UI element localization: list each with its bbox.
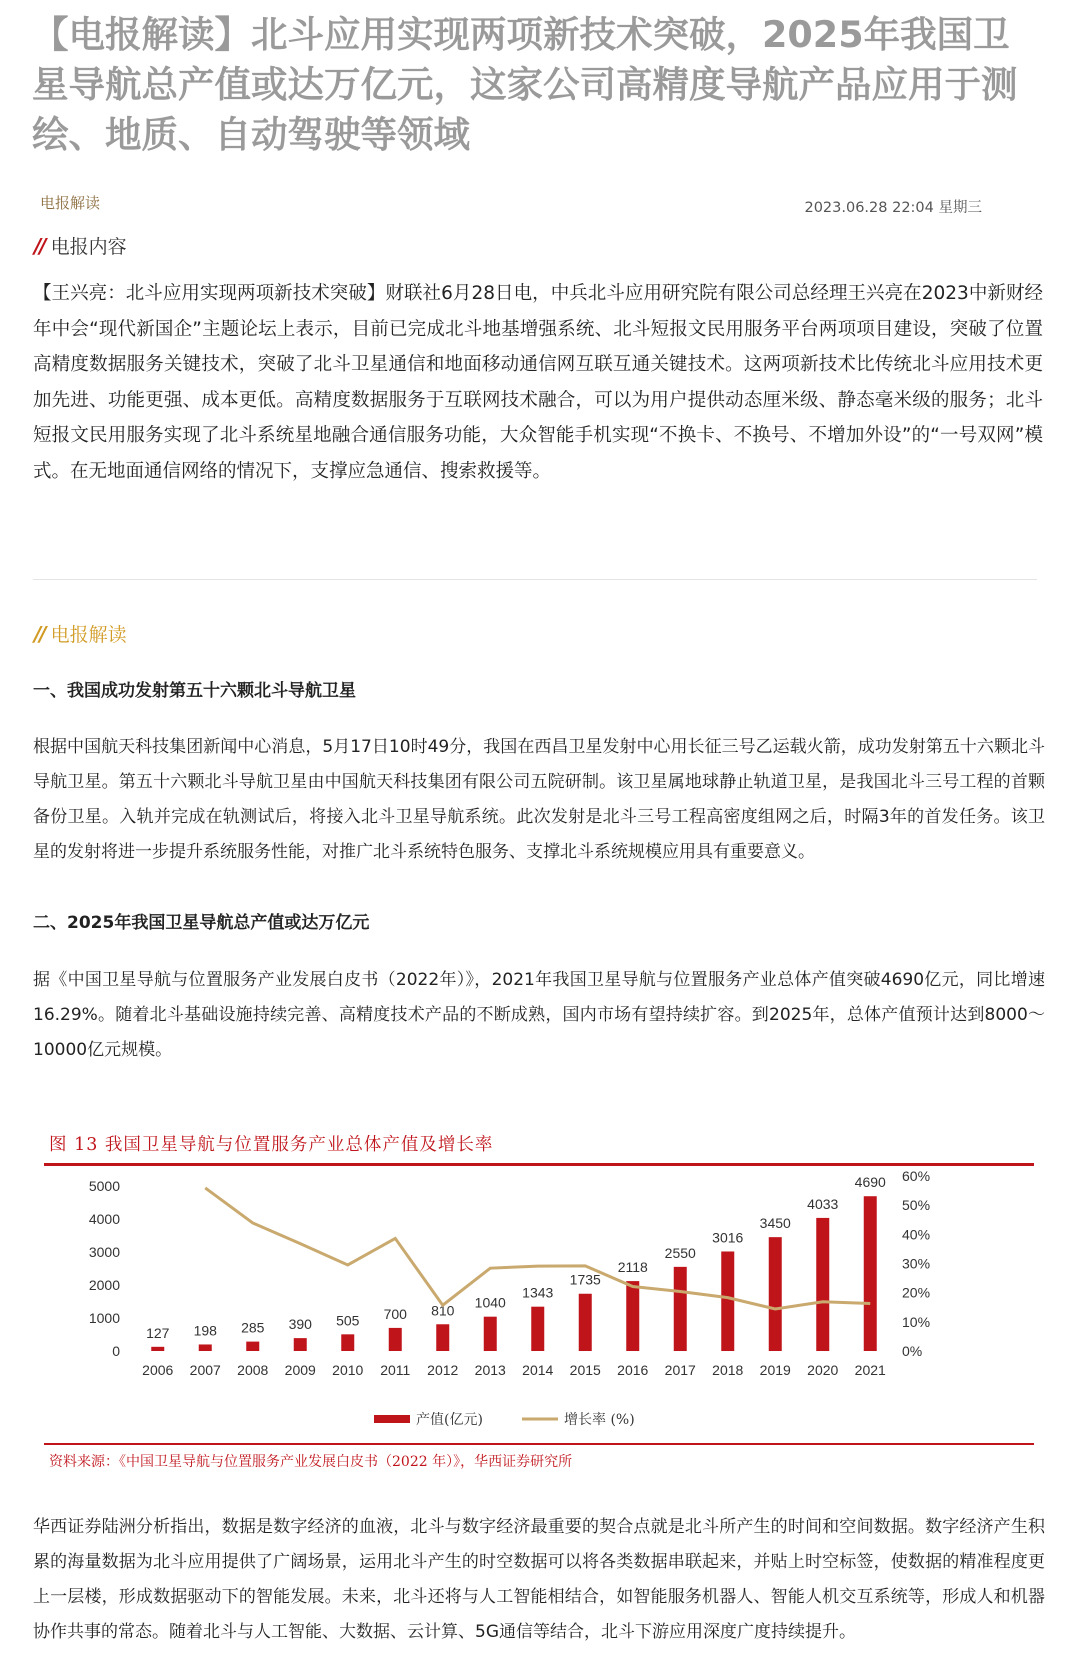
bar-value-label: 810 <box>431 1302 455 1319</box>
bar-value-label: 390 <box>288 1316 312 1333</box>
bar <box>389 1328 402 1351</box>
bar <box>484 1317 497 1351</box>
bar-value-label: 3016 <box>712 1229 744 1246</box>
legend-label-line: 增长率 (%) <box>564 1412 635 1428</box>
x-tick-label: 2009 <box>284 1362 316 1378</box>
bar-value-label: 285 <box>241 1319 265 1336</box>
x-tick-label: 2011 <box>380 1362 411 1378</box>
y-left-tick-label: 3000 <box>88 1244 120 1260</box>
x-tick-label: 2010 <box>332 1362 364 1378</box>
legend-label-bar: 产值(亿元) <box>416 1412 483 1428</box>
y-right-tick-label: 50% <box>902 1197 931 1214</box>
x-tick-label: 2019 <box>759 1362 791 1378</box>
bar <box>199 1344 212 1351</box>
paragraph-3: 华西证券陆洲分析指出，数据是数字经济的血液，北斗与数字经济最重要的契合点就是北斗所产生的时间和空间数据。数字经济产生积累的海量数据为北斗应用提供了广阔场景，运用北斗产生的时空数据可以将各类数据串联起来，并贴上时空标签，使数据的精准程度更上一层楼，形成数据驱动下的智能发展。未来，北斗还将与人工智能相结合，如智能服务机器人、智能人机交互系统等，形成人和机器协作共事的常态。随着北斗与人工智能、大数据、云计算、5G通信等结合，北斗下游应用深度广度持续提升。 <box>33 1517 1045 1642</box>
paragraph-2: 据《中国卫星导航与位置服务产业发展白皮书（2022年）》，2021年我国卫星导航与位置服务产业总体产值突破4690亿元，同比增速16.29%。随着北斗基础设施持续完善、高精度技术产品的不断成熟，国内市场有望持续扩容。到2025年，总体产值预计达到8000～10000亿元规模。 <box>33 970 1045 1060</box>
bar-value-label: 127 <box>146 1324 170 1341</box>
y-right-tick-label: 40% <box>902 1226 931 1243</box>
y-left-tick-label: 2000 <box>88 1277 120 1293</box>
bar <box>294 1338 307 1351</box>
x-tick-label: 2017 <box>664 1362 696 1378</box>
x-tick-label: 2013 <box>474 1362 506 1378</box>
section-heading-analysis-label: 电报解读 <box>50 624 127 646</box>
y-right-tick-label: 30% <box>902 1255 931 1272</box>
y-right-tick-label: 60% <box>902 1168 931 1184</box>
y-left-tick-label: 4000 <box>88 1211 120 1227</box>
subheading-2: 二、2025年我国卫星导航总产值或达万亿元 <box>33 913 370 933</box>
bar-value-label: 3450 <box>759 1215 791 1232</box>
bar-value-label: 1735 <box>569 1271 601 1288</box>
bar <box>626 1281 639 1351</box>
y-left-tick-label: 0 <box>112 1343 120 1359</box>
bar <box>436 1324 449 1351</box>
chart-svg <box>44 1168 1034 1440</box>
slash-marks-icon: // <box>34 621 45 646</box>
bar-value-label: 198 <box>193 1322 217 1339</box>
x-tick-label: 2007 <box>189 1362 221 1378</box>
bar <box>674 1267 687 1351</box>
bar-value-label: 4690 <box>854 1174 886 1191</box>
article-title: 【电报解读】北斗应用实现两项新技术突破，2025年我国卫星导航总产值或达万亿元，这家公司高精度导航产品应用于测绘、地质、自动驾驶等领域 <box>32 13 1018 156</box>
x-tick-label: 2021 <box>854 1362 886 1378</box>
bar-value-label: 1040 <box>474 1294 506 1311</box>
chart-source: 资料来源：《中国卫星导航与位置服务产业发展白皮书（2022 年）》，华西证券研究所 <box>49 1454 573 1470</box>
x-tick-label: 2018 <box>712 1362 744 1378</box>
y-right-tick-label: 20% <box>902 1284 931 1301</box>
bar <box>579 1294 592 1351</box>
section-heading-analysis <box>34 620 127 647</box>
bar <box>151 1347 164 1351</box>
legend-swatch-bar <box>374 1415 410 1423</box>
bar-value-label: 505 <box>336 1312 360 1329</box>
bar <box>531 1307 544 1351</box>
bar <box>769 1237 782 1351</box>
bar <box>341 1334 354 1351</box>
y-left-tick-label: 5000 <box>88 1178 120 1194</box>
bar <box>864 1196 877 1351</box>
bar-value-label: 2550 <box>664 1244 696 1261</box>
subheading-1: 一、我国成功发射第五十六颗北斗导航卫星 <box>33 681 356 701</box>
divider <box>33 579 1037 580</box>
chart-title: 图 13 我国卫星导航与位置服务产业总体产值及增长率 <box>49 1135 494 1155</box>
category-tag[interactable]: 电报解读 <box>40 194 101 212</box>
section-heading-content <box>34 232 127 259</box>
bar <box>721 1251 734 1351</box>
telegraph-body: 【王兴亮：北斗应用实现两项新技术突破】财联社6月28日电，中兵北斗应用研究院有限公司总经理王兴亮在2023中新财经年中会“现代新国企”主题论坛上表示，目前已完成北斗地基增强系统、北斗短报文民用服务平台两项项目建设，突破了位置高精度数据服务关键技术，突破了北斗卫星通信和地面移动通信网互联互通关键技术。这两项新技术比传统北斗应用技术更加先进、功能更强、成本更低。高精度数据服务于互联网技术融合，可以为用户提供动态厘米级、静态毫米级的服务；北斗短报文民用服务实现了北斗系统星地融合通信服务功能，大众智能手机实现“不换卡、不换号、不增加外设”的“一号双网”模式。在无地面通信网络的情况下，支撑应急通信、搜索救援等。 <box>33 283 1043 482</box>
section-heading-content-label: 电报内容 <box>50 236 127 258</box>
x-tick-label: 2020 <box>807 1362 839 1378</box>
chart-rule-top <box>44 1163 1034 1166</box>
y-left-tick-label: 1000 <box>88 1310 120 1326</box>
bar-value-label: 1343 <box>522 1284 554 1301</box>
chart-rule-bottom <box>44 1443 1034 1445</box>
x-tick-label: 2012 <box>427 1362 459 1378</box>
x-tick-label: 2016 <box>617 1362 649 1378</box>
bar-value-label: 2118 <box>617 1259 648 1276</box>
x-tick-label: 2015 <box>569 1362 601 1378</box>
bar-value-label: 700 <box>383 1305 407 1322</box>
bar <box>246 1342 259 1351</box>
bar <box>816 1218 829 1351</box>
x-tick-label: 2008 <box>237 1362 269 1378</box>
y-right-tick-label: 0% <box>902 1343 923 1359</box>
x-tick-label: 2006 <box>142 1362 174 1378</box>
slash-marks-icon: // <box>34 233 45 258</box>
publish-datetime: 2023.06.28 22:04 星期三 <box>804 200 982 216</box>
x-tick-label: 2014 <box>522 1362 554 1378</box>
bar-value-label: 4033 <box>807 1195 839 1212</box>
y-right-tick-label: 10% <box>902 1313 931 1330</box>
paragraph-1: 根据中国航天科技集团新闻中心消息，5月17日10时49分，我国在西昌卫星发射中心用长征三号乙运载火箭，成功发射第五十六颗北斗导航卫星。第五十六颗北斗导航卫星由中国航天科技集团有限公司五院研制。该卫星属地球静止轨道卫星，是我国北斗三号工程的首颗备份卫星。入轨并完成在轨测试后，将接入北斗卫星导航系统。此次发射是北斗三号工程高密度组网之后，时隔3年的首发任务。该卫星的发射将进一步提升系统服务性能，对推广北斗系统特色服务、支撑北斗系统规模应用具有重要意义。 <box>33 737 1045 862</box>
